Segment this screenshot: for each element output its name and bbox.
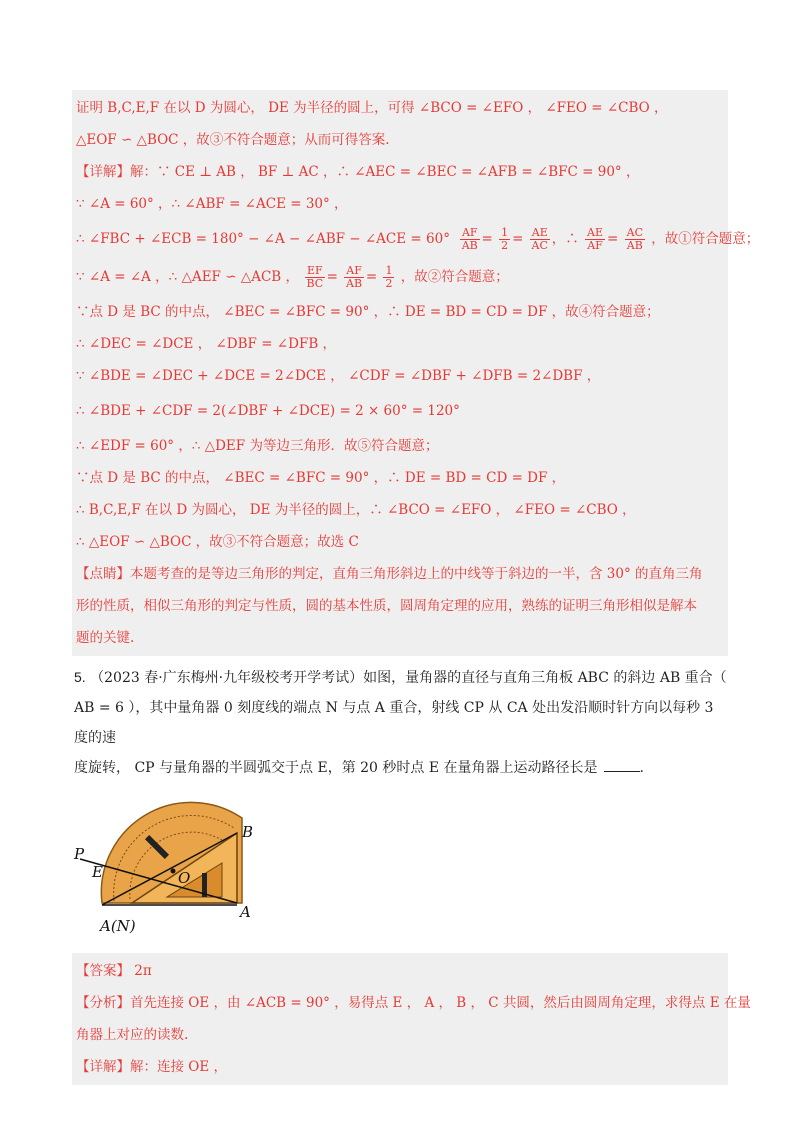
- answer-block: [72, 953, 751, 1085]
- question-number: 5.: [74, 669, 86, 685]
- commentary-line: 题的关键.: [76, 630, 135, 646]
- question-line: 度旋转， CP 与量角器的半圆弧交于点 E，第 20 秒时点 E 在量角器上运动路径长是 .: [74, 753, 728, 783]
- fraction-line-2: [76, 258, 724, 296]
- fraction-eq: $\frac{AF}{AB}$ = $\frac{1}{2}$ = $\frac{AE}{AC}$ ，∴ $\frac{AE}{AF}$ = $\frac{AC}{AB}$ ，故①符合题意；: [461, 225, 760, 252]
- commentary-line: 【点睛】本题考查的是等边三角形的判定，直角三角形斜边上的中线等于斜边的一半，含 30° 的直角三角: [76, 566, 703, 582]
- center-o: [171, 869, 176, 874]
- solution-block: [72, 90, 760, 656]
- solution-line: 证明 B,C,E,F 在以 D 为圆心， DE 为半径的圆上，可得 ∠BCO = ∠EFO ， ∠FEO = ∠CBO ，: [76, 100, 668, 116]
- answer-blank: [604, 757, 640, 772]
- solution-line: ∴ B,C,E,F 在以 D 为圆心， DE 为半径的圆上，∴ ∠BCO = ∠EFO ， ∠FEO = ∠CBO ，: [76, 502, 636, 518]
- fraction-line-1: [76, 220, 760, 258]
- solution-line: ∵点 D 是 BC 的中点， ∠BEC = ∠BFC = 90° ，∴ DE = BD = CD = DF ，: [76, 470, 566, 486]
- solution-line: ∵ ∠A = 60° ，∴ ∠ABF = ∠ACE = 30° ，: [76, 196, 348, 212]
- question-line: AB = 6 ），其中量角器 0 刻度线的端点 N 与点 A 重合，射线 CP 从 CA 处出发沿顺时针方向以每秒 3 度的速: [74, 700, 714, 746]
- label-a: A: [240, 903, 251, 921]
- solution-line: ∵点 D 是 BC 的中点， ∠BEC = ∠BFC = 90° ，∴ DE = BD = CD = DF ，故④符合题意；: [76, 304, 660, 320]
- solution-line: ∵ ∠BDE = ∠DEC + ∠DCE = 2∠DCE ， ∠CDF = ∠DBF + ∠DFB = 2∠DBF ，: [76, 368, 601, 384]
- fraction-eq: $\frac{EF}{BC}$ = $\frac{AF}{AB}$ = $\frac{1}{2}$ ，故②符合题意；: [306, 263, 509, 290]
- solution-line: ∴ △EOF ∽ △BOC ，故③不符合题意；故选 C: [76, 534, 359, 550]
- label-e: E: [92, 863, 103, 881]
- detail-line: 【详解】解：连接 OE ，: [76, 1059, 228, 1075]
- label-p: P: [74, 845, 85, 863]
- page-content: [72, 90, 760, 1085]
- question-line: 5. （2023 春·广东梅州·九年级校考开学考试）如图，量角器的直径与直角三角板 ABC 的斜边 AB 重合（: [74, 669, 727, 686]
- answer-line: 【答案】 2π: [76, 963, 152, 979]
- question-5: [72, 662, 728, 783]
- solution-line: △EOF ∽ △BOC ，故③不符合题意；从而可得答案.: [76, 132, 390, 148]
- commentary-line: 形的性质，相似三角形的判定与性质，圆的基本性质，圆周角定理的应用，熟练的证明三角形相似是解本: [76, 598, 697, 614]
- label-o: O: [178, 869, 191, 887]
- geometry-diagram: [72, 793, 292, 943]
- solution-line: ∴ ∠BDE + ∠CDF = 2(∠DBF + ∠DCE) = 2 × 60° = 120°: [76, 403, 460, 419]
- solution-text: ∴ ∠FBC + ∠ECB = 180° − ∠A − ∠ABF − ∠ACE = 60°: [76, 231, 450, 247]
- solution-line: ∴ ∠DEC = ∠DCE ， ∠DBF = ∠DFB ，: [76, 336, 337, 352]
- protractor-figure: [72, 793, 728, 953]
- solution-line: 【详解】解：∵ CE ⊥ AB ， BF ⊥ AC ，∴ ∠AEC = ∠BEC = ∠AFB = ∠BFC = 90° ，: [76, 164, 640, 180]
- label-an: A(N): [100, 917, 136, 935]
- analysis-line: 【分析】首先连接 OE ，由 ∠ACB = 90° ，易得点 E ， A ， B ， C 共圆，然后由圆周角定理，求得点 E 在量: [76, 995, 751, 1011]
- analysis-line: 角器上对应的读数.: [76, 1027, 189, 1043]
- solution-line: ∴ ∠EDF = 60° ，∴ △DEF 为等边三角形．故⑤符合题意；: [76, 438, 439, 454]
- solution-text: ∵ ∠A = ∠A ，∴ △AEF ∽ △ACB ，: [76, 269, 299, 285]
- label-b: B: [242, 823, 254, 841]
